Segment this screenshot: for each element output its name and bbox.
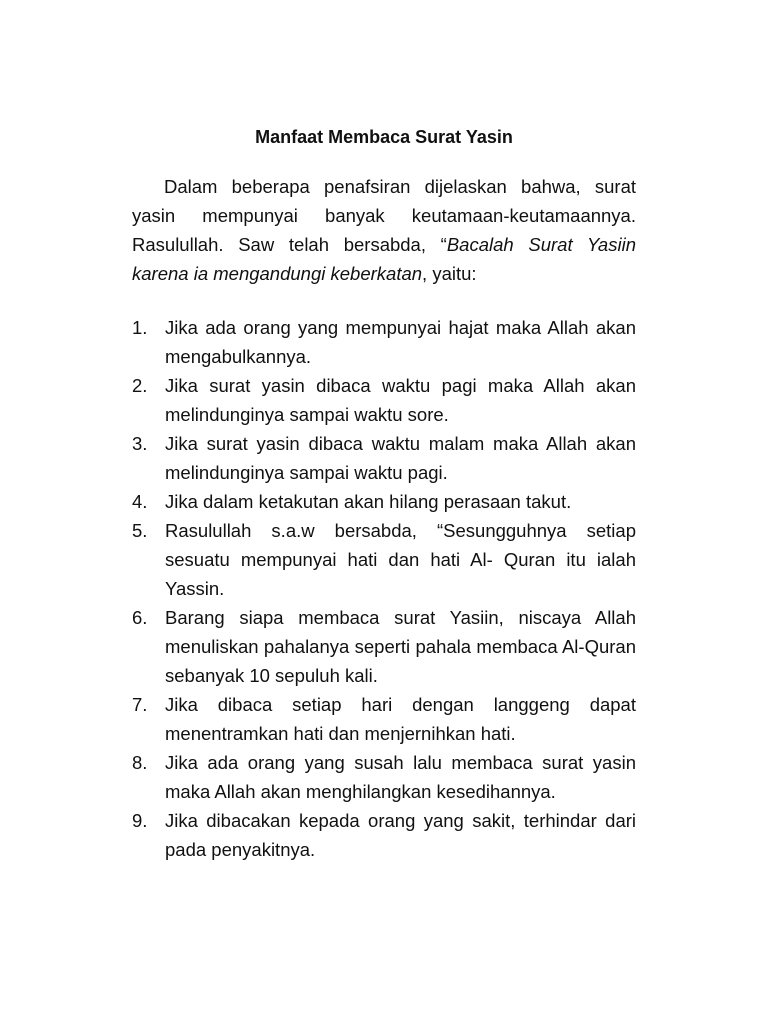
list-number: 7. <box>132 694 148 715</box>
list-item <box>132 748 636 806</box>
list-item <box>132 603 636 690</box>
list-text: Rasulullah s.a.w bersabda, “Sesungguhnya setiap sesuatu mempunyai hati dan hati Al- Quran itu ialah Yassin. <box>165 520 636 599</box>
list-text: Jika ada orang yang mempunyai hajat maka Allah akan mengabulkannya. <box>165 317 636 367</box>
list-number: 2. <box>132 375 148 396</box>
list-text: Jika surat yasin dibaca waktu malam maka Allah akan melindunginya sampai waktu pagi. <box>165 433 636 483</box>
list-item <box>132 371 636 429</box>
list-item <box>132 313 636 371</box>
list-item <box>132 690 636 748</box>
list-item <box>132 516 636 603</box>
list-item <box>132 487 636 516</box>
list-text: Barang siapa membaca surat Yasiin, niscaya Allah menuliskan pahalanya seperti pahala membaca Al-Quran sebanyak 10 sepuluh kali. <box>165 607 636 686</box>
intro-paragraph <box>132 172 636 288</box>
list-text: Jika ada orang yang susah lalu membaca surat yasin maka Allah akan menghilangkan kesedihannya. <box>165 752 636 802</box>
list-text: Jika dibaca setiap hari dengan langgeng dapat menentramkan hati dan menjernihkan hati. <box>165 694 636 744</box>
intro-quote: Bacalah Surat Yasiin karena ia mengandungi keberkatan <box>132 234 636 284</box>
intro-text-end: , yaitu: <box>422 263 477 284</box>
list-number: 8. <box>132 752 148 773</box>
list-number: 3. <box>132 433 148 454</box>
document-title: Manfaat Membaca Surat Yasin <box>255 127 513 147</box>
list-number: 9. <box>132 810 148 831</box>
intro-text: Dalam beberapa penafsiran dijelaskan bahwa, surat yasin mempunyai banyak keutamaan-keutamaannya. Rasulullah. Saw telah bersabda, “ <box>132 176 636 255</box>
list-number: 4. <box>132 491 148 512</box>
list-text: Jika dibacakan kepada orang yang sakit, terhindar dari pada penyakitnya. <box>165 810 636 860</box>
list-item <box>132 806 636 864</box>
list-number: 5. <box>132 520 148 541</box>
list-text: Jika dalam ketakutan akan hilang perasaan takut. <box>165 491 572 512</box>
list-number: 1. <box>132 317 148 338</box>
list-item <box>132 429 636 487</box>
benefits-list <box>132 313 636 864</box>
list-number: 6. <box>132 607 148 628</box>
list-text: Jika surat yasin dibaca waktu pagi maka Allah akan melindunginya sampai waktu sore. <box>165 375 636 425</box>
